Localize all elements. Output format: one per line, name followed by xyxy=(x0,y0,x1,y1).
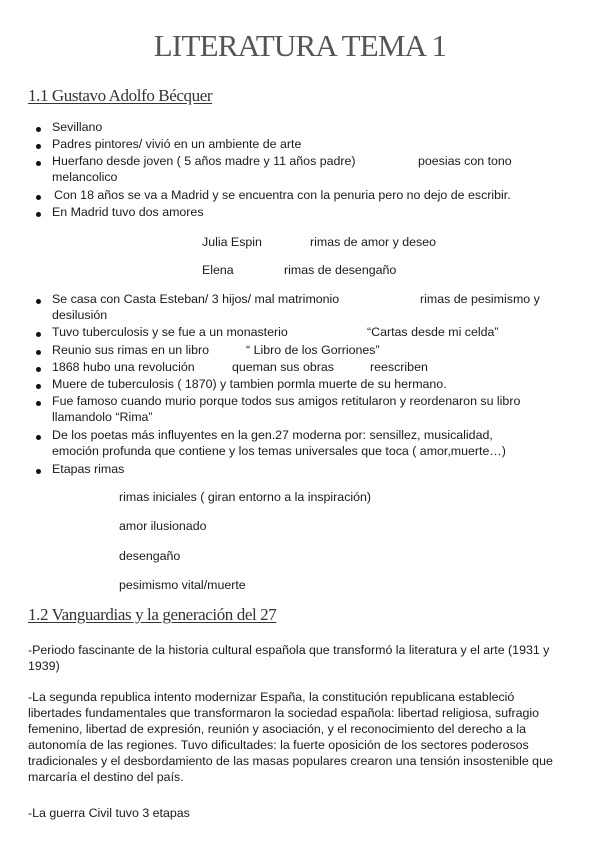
list-item-note: “Cartas desde mi celda” xyxy=(367,325,499,339)
amor-name: Julia Espin xyxy=(202,235,262,249)
etapa-item: desengaño xyxy=(119,549,181,563)
list-item-note: queman sus obras xyxy=(232,360,334,374)
bullet-dot xyxy=(36,401,41,406)
bullet-dot xyxy=(36,469,41,474)
list-item-note: rimas de pesimismo y xyxy=(420,292,540,306)
bullet-dot xyxy=(36,161,41,166)
bullet-dot xyxy=(36,299,41,304)
list-item: Fue famoso cuando murio porque todos sus amigos retitularon y reordenaron su libro xyxy=(52,394,521,408)
etapa-item: amor ilusionado xyxy=(119,519,207,533)
etapa-item: pesimismo vital/muerte xyxy=(119,578,246,592)
amor-rimas: rimas de amor y deseo xyxy=(310,235,437,249)
list-item: Etapas rimas xyxy=(52,462,125,476)
paragraph: -La guerra Civil tuvo 3 etapas xyxy=(28,806,190,820)
bullet-dot xyxy=(36,384,41,389)
paragraph: -Periodo fascinante de la historia cultural española que transformó la literatura y el arte (1931 y 1939) xyxy=(28,643,550,673)
bullet-dot xyxy=(36,195,41,200)
paragraph: -La segunda republica intento modernizar España, la constitución republicana estableció libertades fundamentales que transformaron la sociedad española: libertad religiosa, sufragio femenino, libertad de expresión, reunión y asociación, y el reconocimiento del derecho a la autonomía de las regiones. Tuvo dificultades: la fuerte oposición de los sectores poderosos tradicionales y el desbordamiento de las masas populares crearon una tensión insostenible que marcaría el destino del país. xyxy=(28,690,553,784)
page-title: LITERATURA TEMA 1 xyxy=(153,28,447,63)
bullet-dot xyxy=(36,144,41,149)
bullet-dot xyxy=(36,332,41,337)
list-item-note: poesias con tono xyxy=(418,154,512,168)
bullet-dot xyxy=(36,435,41,440)
list-item-continuation: llamandolo “Rima” xyxy=(52,410,153,424)
list-item: Padres pintores/ vivió en un ambiente de arte xyxy=(52,137,302,151)
list-item: Huerfano desde joven ( 5 años madre y 11 años padre) xyxy=(52,154,356,168)
section-heading-vanguardias: 1.2 Vanguardias y la generación del 27 xyxy=(28,605,277,624)
list-item-continuation: desilusión xyxy=(52,308,108,322)
bullet-dot xyxy=(36,367,41,372)
list-item-note: reescriben xyxy=(370,360,428,374)
amor-rimas: rimas de desengaño xyxy=(284,263,397,277)
list-item-continuation: emoción profunda que contiene y los temas universales que toca ( amor,muerte…) xyxy=(52,444,506,458)
list-item: Reunio sus rimas en un libro xyxy=(52,343,210,357)
etapa-item: rimas iniciales ( giran entorno a la inspiración) xyxy=(119,490,372,504)
list-item-continuation: melancolico xyxy=(52,170,118,184)
list-item: De los poetas más influyentes en la gen.27 moderna por: sensillez, musicalidad, xyxy=(52,428,493,442)
section-heading-becquer: 1.1 Gustavo Adolfo Bécquer xyxy=(28,86,213,105)
bullet-dot xyxy=(36,350,41,355)
list-item: Sevillano xyxy=(52,120,103,134)
bullet-dot xyxy=(36,127,41,132)
list-item-note: “ Libro de los Gorriones” xyxy=(246,343,380,357)
list-item: Muere de tuberculosis ( 1870) y tambien pormla muerte de su hermano. xyxy=(52,377,447,391)
list-item: Tuvo tuberculosis y se fue a un monasterio xyxy=(52,325,288,339)
list-item: Con 18 años se va a Madrid y se encuentra con la penuria pero no dejo de escribir. xyxy=(54,188,511,202)
list-item: Se casa con Casta Esteban/ 3 hijos/ mal matrimonio xyxy=(52,292,340,306)
list-item: 1868 hubo una revolución xyxy=(52,360,195,374)
bullet-dot xyxy=(36,212,41,217)
amor-name: Elena xyxy=(202,263,234,277)
list-item: En Madrid tuvo dos amores xyxy=(52,205,204,219)
